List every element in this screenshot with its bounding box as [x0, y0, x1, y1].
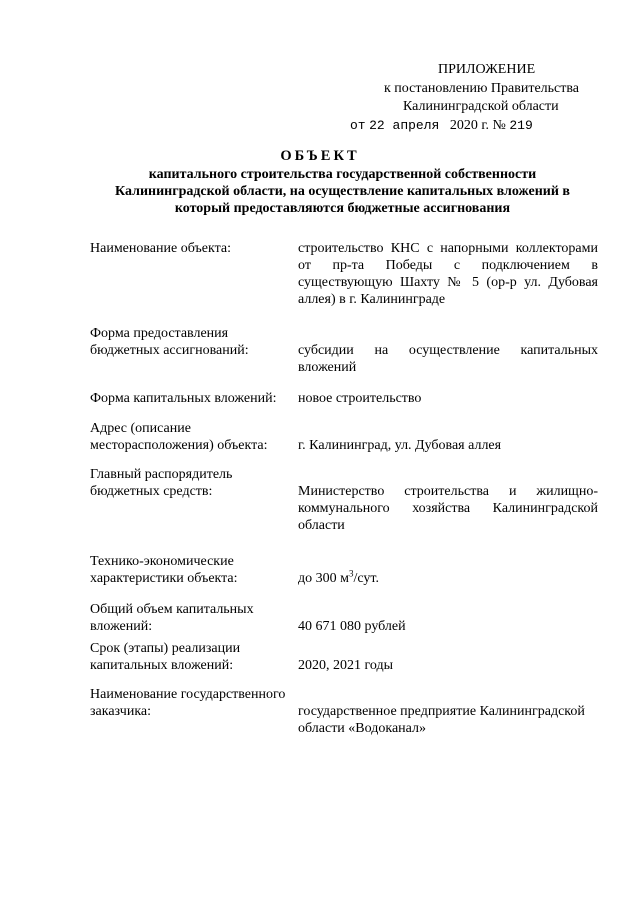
row-label-line: вложений: [90, 619, 153, 634]
appendix-resolution: к постановлению Правительства [384, 81, 580, 96]
row-label [90, 553, 295, 587]
date-prefix: от [350, 118, 366, 133]
row-label [90, 601, 295, 635]
row-label [90, 325, 295, 359]
appendix-region: Калининградской области [403, 99, 559, 114]
capacity-superscript: 3 [348, 568, 354, 579]
row-label-line: Срок (этапы) реализации [90, 641, 241, 656]
row-label [90, 420, 295, 454]
document-subtitle: капитального строительства государственной собственности Калининградской области, на осуществление капитальных вложений в который предоставляются бюджетные ассигнования [115, 167, 570, 216]
capacity-unit: /сут. [353, 571, 379, 586]
row-label-line: Технико-экономические [90, 554, 234, 569]
appendix-heading: ПРИЛОЖЕНИЕ [438, 62, 536, 77]
row-label-line: характеристики объекта: [90, 571, 238, 586]
row-value: субсидии на осуществление капитальных вложений [298, 343, 598, 375]
capacity-value: до 300 м [298, 571, 349, 586]
row-value: 2020, 2021 годы [298, 658, 394, 673]
row-value: государственное предприятие Калининградской области «Водоканал» [298, 704, 585, 736]
date-year: 2020 г. [449, 118, 489, 133]
number-sign: № [492, 118, 506, 133]
row-label-line: бюджетных ассигнований: [90, 343, 249, 358]
document-title: ОБЪЕКТ [280, 148, 360, 164]
row-value: новое строительство [298, 391, 422, 406]
row-label: Форма капитальных вложений: [90, 391, 277, 406]
row-label-line: заказчика: [90, 704, 152, 719]
row-label-line: Адрес (описание [90, 421, 191, 436]
row-value: 40 671 080 рублей [298, 619, 406, 634]
row-label-line: Общий объем капитальных [90, 602, 254, 617]
row-label-line: месторасположения) объекта: [90, 438, 268, 453]
appendix-date-line [350, 116, 533, 135]
resolution-number: 219 [509, 118, 533, 133]
row-value: строительство КНС с напорными коллекторами от пр-та Победы с подключением в существующую Шахту № 5 (ор-р ул. Дубовая аллея) в г. Калининграде [298, 241, 598, 307]
row-value: г. Калининград, ул. Дубовая аллея [298, 438, 502, 453]
row-label [90, 640, 295, 674]
row-label-line: бюджетных средств: [90, 484, 213, 499]
row-label-line: Форма предоставления [90, 326, 229, 341]
row-label-line: Наименование государственного [90, 687, 286, 702]
row-label [90, 686, 305, 720]
row-value: Министерство строительства и жилищно-коммунального хозяйства Калининградской области [298, 484, 598, 533]
date-day-month: 22 апреля [369, 118, 440, 133]
row-label-line: Главный распорядитель [90, 467, 233, 482]
row-value [298, 570, 598, 587]
row-label [90, 466, 295, 500]
row-label-line: капитальных вложений: [90, 658, 234, 673]
row-label: Наименование объекта: [90, 241, 231, 256]
